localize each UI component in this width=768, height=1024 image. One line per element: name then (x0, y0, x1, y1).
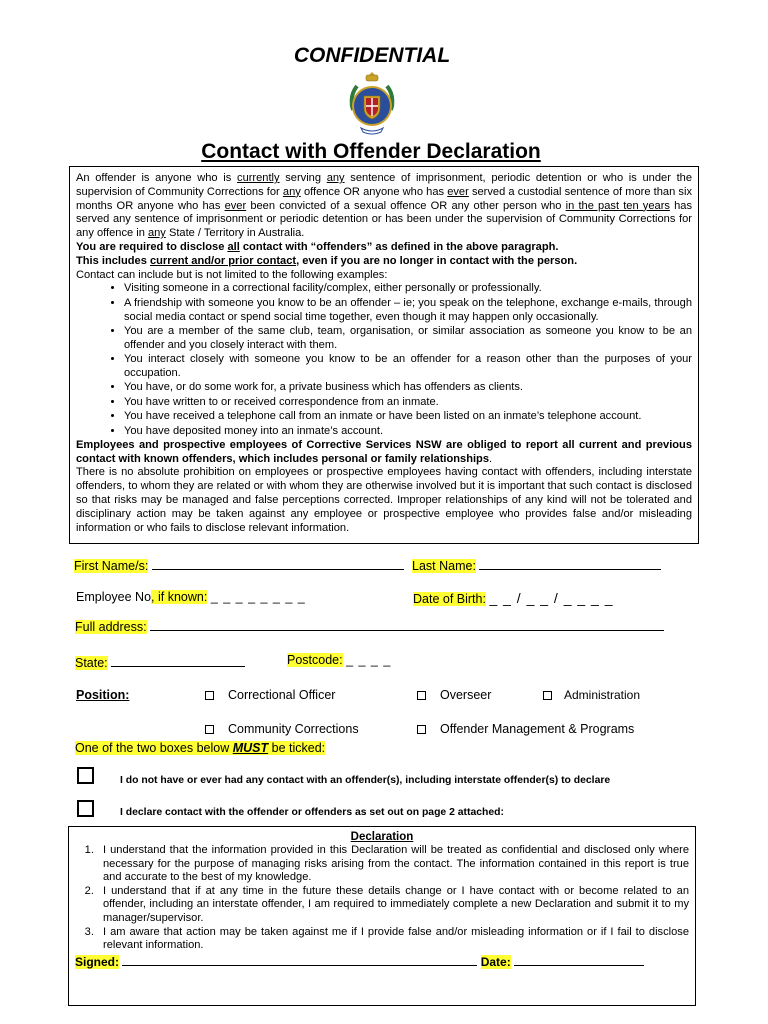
position-option-community-corrections[interactable]: Community Corrections (205, 722, 359, 736)
dob-label: Date of Birth: (413, 592, 486, 606)
declaration-box (68, 826, 696, 1006)
examples-lead: Contact can include but is not limited to the following examples: (76, 268, 388, 281)
corrective-services-crest-logo (345, 70, 399, 140)
state-field[interactable] (111, 666, 245, 667)
obligation-paragraph: Employees and prospective employees of Corrective Services NSW are obliged to report all current and previous contact with known offenders, which includes personal or family relationships. (76, 438, 692, 465)
first-name-label: First Name/s: (74, 559, 149, 573)
first-name-row (74, 559, 404, 573)
dob-field[interactable]: _ _ / _ _ / _ _ _ _ (489, 590, 614, 606)
declare-contact-statement: I declare contact with the offender or offenders as set out on page 2 attached: (120, 807, 504, 818)
list-item: • Visiting someone in a correctional facility/complex, either personally or professionally. (124, 282, 692, 296)
declaration-heading: Declaration (350, 831, 414, 843)
list-item: • You have written to or received correspondence from an inmate. (124, 396, 692, 410)
checkbox[interactable] (205, 691, 214, 700)
checkbox[interactable] (417, 725, 426, 734)
employee-no-known-label: , if known: (151, 590, 208, 604)
position-option-overseer[interactable]: Overseer (417, 688, 491, 702)
checkbox[interactable] (543, 691, 552, 700)
employee-no-label: Employee No (76, 590, 152, 604)
closing-paragraph: There is no absolute prohibition on employees or prospective employees having contact with offenders, including interstate offenders, to whom they are related or with whom they are otherwise involved but it is important that such contact is disclosed so that risks may be managed and false perceptions corrected. Improper relationships of any kind will not be tolerated and disciplinary action may be taken against any employee or prospective employee who provides false and/or misleading information or who fails to disclose relevant information. (76, 466, 692, 534)
last-name-field[interactable] (479, 569, 661, 570)
list-item: • You are a member of the same club, team, organisation, or similar association as someone you know to be an offender and you closely interact with them. (124, 325, 692, 353)
full-address-label: Full address: (75, 620, 147, 634)
tick-instruction: One of the two boxes below MUST be ticked: (75, 741, 326, 755)
address-row (75, 620, 664, 634)
date-label: Date: (480, 954, 511, 969)
last-name-row (412, 559, 661, 573)
examples-list (76, 282, 692, 438)
list-item: • You have received a telephone call from an inmate or have been listed on an inmate’s telephone account. (124, 410, 692, 424)
current-prior-note: This includes current and/or prior contact, even if you are no longer in contact with the person. (76, 254, 578, 267)
full-address-field[interactable] (150, 630, 664, 631)
postcode-field[interactable]: _ _ _ _ (346, 653, 392, 667)
definition-paragraph: An offender is anyone who is currently serving any sentence of imprisonment, periodic detention or who is under the supervision of Community Corrections for any offence OR anyone who has ever served a custodial sentence of more than six months OR anyone who has ever been convicted of a sexual offence OR any other person who in the past ten years has served any sentence of imprisonment or periodic detention or has been under the supervision of Community Corrections for any offence in any State / Territory in Australia. (76, 172, 693, 240)
list-item: 2. I understand that if at any time in the future these details change or I have contact with or become related to an offender, including an interstate offender, I am required to immediately complete a new Declaration and submit it to my manager/supervisor. (97, 885, 689, 926)
postcode-label: Postcode: (287, 653, 343, 667)
declaration-list (75, 844, 689, 953)
list-item: 3. I am aware that action may be taken against me if I provide false and/or misleading information or if I fail to disclose relevant information. (97, 926, 689, 953)
signed-label: Signed: (75, 954, 119, 969)
declare-contact-checkbox[interactable] (77, 800, 94, 818)
position-option-correctional-officer[interactable]: Correctional Officer (205, 688, 335, 702)
confidential-heading: CONFIDENTIAL (293, 44, 451, 67)
list-item: • You have deposited money into an inmate’s account. (124, 425, 692, 439)
postcode-row (287, 653, 391, 667)
checkbox[interactable] (417, 691, 426, 700)
offender-definition-box (69, 166, 699, 544)
date-field[interactable] (514, 965, 644, 966)
form-title: Contact with Offender Declaration (201, 140, 541, 163)
no-contact-checkbox[interactable] (77, 767, 94, 785)
last-name-label: Last Name: (412, 559, 476, 573)
no-contact-statement: I do not have or ever had any contact with an offender(s), including interstate offender(s) to declare (120, 775, 611, 786)
position-option-offender-management[interactable]: Offender Management & Programs (417, 722, 634, 736)
state-row (75, 656, 245, 670)
position-option-administration[interactable]: Administration (543, 688, 640, 702)
disclosure-requirement: You are required to disclose all contact with “offenders” as defined in the above paragraph. (76, 240, 559, 253)
employee-no-row (76, 590, 306, 604)
dob-row (413, 590, 614, 606)
list-item: • You have, or do some work for, a private business which has offenders as clients. (124, 381, 692, 395)
list-item: 1. I understand that the information provided in this Declaration will be treated as confidential and disclosed only where necessary for the purpose of managing risks arising from the contact. The information contained in this report is true and accurate to the best of my knowledge. (97, 844, 689, 885)
list-item: • You interact closely with someone you know to be an offender for a reason other than the purposes of your occupation. (124, 353, 692, 381)
employee-no-field[interactable]: _ _ _ _ _ _ _ _ (210, 590, 306, 604)
state-label: State: (75, 656, 108, 670)
position-label: Position: (76, 688, 130, 702)
signature-row (75, 956, 689, 970)
checkbox[interactable] (205, 725, 214, 734)
list-item: • A friendship with someone you know to be an offender – ie; you speak on the telephone, exchange e-mails, through social media contact or spend social time together, even though it may happen only occasionally. (124, 297, 692, 325)
signature-field[interactable] (122, 965, 477, 966)
first-name-field[interactable] (152, 569, 404, 570)
